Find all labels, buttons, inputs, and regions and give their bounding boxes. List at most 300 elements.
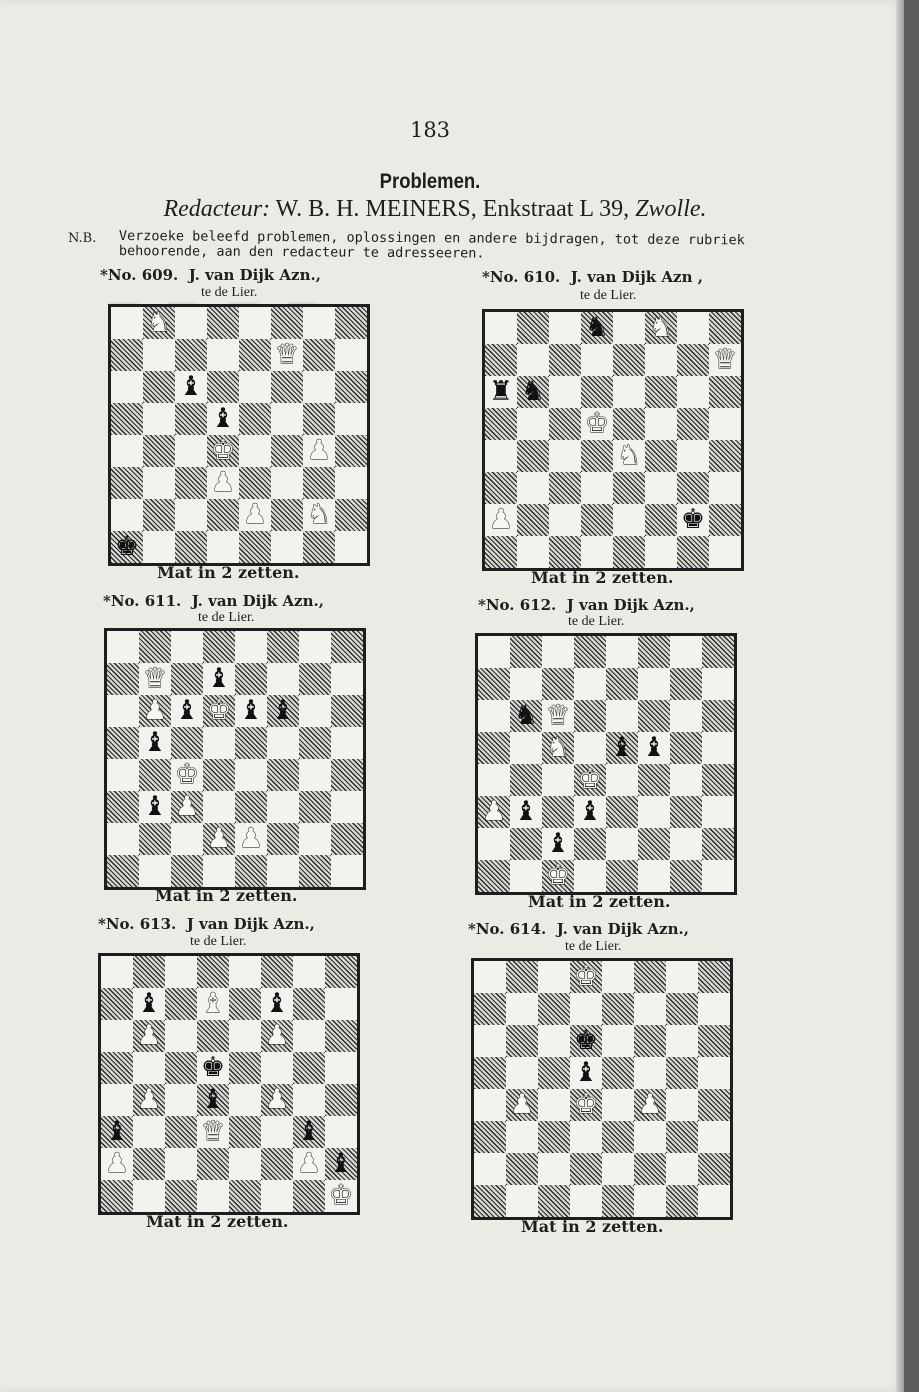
board-square-h7 — [702, 668, 734, 700]
board-square-d3 — [197, 1116, 229, 1148]
board-square-e7 — [239, 339, 271, 371]
board-square-e5 — [235, 727, 267, 759]
white-king-icon: ♚ — [573, 1089, 599, 1120]
board-square-e5 — [606, 732, 638, 764]
board-square-e4 — [239, 435, 271, 467]
board-square-d5 — [574, 732, 606, 764]
board-square-h6 — [698, 1025, 730, 1057]
board-square-f4 — [645, 440, 677, 472]
white-pawn-icon: ♟ — [296, 1148, 322, 1179]
board-square-e3 — [229, 1116, 261, 1148]
board-square-e3 — [613, 472, 645, 504]
chess-diagram-609 — [108, 304, 370, 566]
white-knight-icon: ♞ — [616, 440, 642, 471]
white-knight-icon: ♞ — [545, 732, 571, 763]
board-square-a2 — [111, 499, 143, 531]
problem-609-number — [100, 266, 321, 284]
page-edge — [896, 0, 904, 1392]
white-pawn-icon: ♟ — [142, 695, 168, 726]
board-square-f5 — [645, 408, 677, 440]
board-square-g7 — [666, 993, 698, 1025]
board-square-f4 — [261, 1084, 293, 1116]
board-square-c7 — [538, 993, 570, 1025]
board-square-c1 — [538, 1185, 570, 1217]
board-square-c4 — [549, 440, 581, 472]
board-square-c2 — [549, 504, 581, 536]
board-square-b2 — [133, 1148, 165, 1180]
board-square-e5 — [613, 408, 645, 440]
board-square-e4 — [613, 440, 645, 472]
board-square-d5 — [570, 1057, 602, 1089]
board-square-f3 — [261, 1116, 293, 1148]
board-square-h8 — [335, 307, 367, 339]
board-square-g8 — [666, 961, 698, 993]
board-square-e2 — [235, 823, 267, 855]
board-square-f4 — [638, 764, 670, 796]
board-square-b8 — [517, 312, 549, 344]
board-square-g5 — [670, 732, 702, 764]
board-square-d4 — [581, 440, 613, 472]
black-bishop-icon: ♝ — [264, 988, 290, 1019]
problem-609-location: te de Lier. — [201, 285, 258, 300]
black-bishop-icon: ♝ — [206, 663, 232, 694]
board-square-f3 — [271, 467, 303, 499]
board-square-g1 — [666, 1185, 698, 1217]
board-square-a3 — [111, 467, 143, 499]
board-square-d7 — [207, 339, 239, 371]
black-rook-icon: ♜ — [488, 376, 514, 407]
white-knight-icon: ♞ — [146, 307, 172, 338]
board-square-a7 — [474, 993, 506, 1025]
board-square-a6 — [474, 1025, 506, 1057]
board-square-c3 — [542, 796, 574, 828]
board-square-h6 — [335, 371, 367, 403]
board-square-e7 — [229, 988, 261, 1020]
board-square-d3 — [570, 1121, 602, 1153]
board-square-c5 — [175, 403, 207, 435]
board-square-d7 — [203, 663, 235, 695]
board-square-f6 — [638, 700, 670, 732]
board-square-h5 — [325, 1052, 357, 1084]
black-bishop-icon: ♝ — [609, 732, 635, 763]
board-square-d1 — [570, 1185, 602, 1217]
board-square-f8 — [267, 631, 299, 663]
board-square-b3 — [139, 791, 171, 823]
black-bishop-icon: ♝ — [513, 796, 539, 827]
board-square-h8 — [702, 636, 734, 668]
board-square-e7 — [235, 663, 267, 695]
board-square-c2 — [542, 828, 574, 860]
black-bishop-icon: ♝ — [270, 695, 296, 726]
black-king-icon: ♚ — [573, 1025, 599, 1056]
board-square-b8 — [139, 631, 171, 663]
board-square-g8 — [293, 956, 325, 988]
board-square-g6 — [666, 1025, 698, 1057]
nb-line-2: behoorende, aan den redacteur te adresseeren. — [118, 242, 485, 262]
board-square-c7 — [549, 344, 581, 376]
black-knight-icon: ♞ — [584, 312, 610, 343]
board-square-f6 — [271, 371, 303, 403]
board-square-a8 — [478, 636, 510, 668]
board-square-b2 — [510, 828, 542, 860]
board-square-e6 — [229, 1020, 261, 1052]
board-square-f4 — [267, 759, 299, 791]
board-square-d8 — [570, 961, 602, 993]
board-square-b3 — [517, 472, 549, 504]
board-square-f2 — [638, 828, 670, 860]
board-square-c5 — [538, 1057, 570, 1089]
white-queen-icon: ♛ — [200, 1116, 226, 1147]
board-square-e6 — [239, 371, 271, 403]
board-square-b4 — [133, 1084, 165, 1116]
board-square-c6 — [538, 1025, 570, 1057]
white-pawn-icon: ♟ — [136, 1084, 162, 1115]
board-square-b1 — [510, 860, 542, 892]
black-knight-icon: ♞ — [520, 376, 546, 407]
board-square-b4 — [506, 1089, 538, 1121]
board-square-f2 — [267, 823, 299, 855]
board-square-e2 — [602, 1153, 634, 1185]
board-square-d1 — [581, 536, 613, 568]
board-square-e5 — [602, 1057, 634, 1089]
board-square-f8 — [638, 636, 670, 668]
board-square-g1 — [670, 860, 702, 892]
board-square-f3 — [267, 791, 299, 823]
board-square-d1 — [574, 860, 606, 892]
board-square-d1 — [207, 531, 239, 563]
black-bishop-icon: ♝ — [174, 695, 200, 726]
board-square-a6 — [478, 700, 510, 732]
board-square-h6 — [709, 376, 741, 408]
board-square-c1 — [165, 1180, 197, 1212]
board-square-c5 — [542, 732, 574, 764]
board-square-a8 — [485, 312, 517, 344]
board-square-c4 — [542, 764, 574, 796]
white-king-icon: ♚ — [210, 435, 236, 466]
board-square-d4 — [203, 759, 235, 791]
board-square-e8 — [606, 636, 638, 668]
board-square-a3 — [107, 791, 139, 823]
board-square-g2 — [677, 504, 709, 536]
board-square-e6 — [235, 695, 267, 727]
board-square-g2 — [299, 823, 331, 855]
board-square-h3 — [325, 1116, 357, 1148]
nb-line-1: Verzoeke beleefd problemen, oplossingen en andere bijdragen, tot deze rubriek — [118, 228, 745, 249]
board-square-c2 — [165, 1148, 197, 1180]
board-square-d2 — [574, 828, 606, 860]
board-square-h6 — [325, 1020, 357, 1052]
board-square-h4 — [325, 1084, 357, 1116]
board-square-e7 — [606, 668, 638, 700]
board-square-h2 — [709, 504, 741, 536]
board-square-a2 — [474, 1153, 506, 1185]
board-square-c3 — [171, 791, 203, 823]
board-square-g6 — [299, 695, 331, 727]
board-square-g7 — [677, 344, 709, 376]
board-square-d7 — [570, 993, 602, 1025]
board-square-f7 — [634, 993, 666, 1025]
white-queen-icon: ♛ — [545, 700, 571, 731]
white-king-icon: ♚ — [577, 764, 603, 795]
board-square-b6 — [506, 1025, 538, 1057]
editor-city: Zwolle. — [635, 196, 707, 222]
board-square-b6 — [510, 700, 542, 732]
problem-614-caption: Mat in 2 zetten. — [521, 1217, 664, 1236]
white-pawn-icon: ♟ — [136, 1020, 162, 1051]
board-square-d3 — [581, 472, 613, 504]
problem-610-number — [482, 268, 703, 286]
board-square-d8 — [197, 956, 229, 988]
board-square-a5 — [474, 1057, 506, 1089]
board-square-g2 — [666, 1153, 698, 1185]
black-bishop-icon: ♝ — [641, 732, 667, 763]
board-square-b8 — [133, 956, 165, 988]
board-square-b2 — [143, 499, 175, 531]
board-square-a7 — [107, 663, 139, 695]
board-square-c5 — [549, 408, 581, 440]
black-king-icon: ♚ — [680, 504, 706, 535]
problem-author: J. van Dijk Azn , — [570, 268, 703, 286]
board-square-c4 — [538, 1089, 570, 1121]
black-bishop-icon: ♝ — [210, 403, 236, 434]
white-knight-icon: ♞ — [306, 499, 332, 530]
chess-diagram-610 — [482, 309, 744, 571]
board-square-g8 — [677, 312, 709, 344]
board-square-g5 — [677, 408, 709, 440]
white-pawn-icon: ♟ — [174, 791, 200, 822]
board-square-f6 — [634, 1025, 666, 1057]
board-square-d8 — [581, 312, 613, 344]
board-square-a3 — [101, 1116, 133, 1148]
board-square-h5 — [702, 732, 734, 764]
problem-author: J. van Dijk Azn., — [191, 592, 324, 610]
board-square-g4 — [670, 764, 702, 796]
board-square-c2 — [171, 823, 203, 855]
problem-author: J. van Dijk Azn., — [556, 920, 689, 938]
board-square-g8 — [303, 307, 335, 339]
board-square-b2 — [139, 823, 171, 855]
problem-611-caption: Mat in 2 zetten. — [155, 886, 298, 905]
board-square-a7 — [101, 988, 133, 1020]
board-square-h1 — [709, 536, 741, 568]
board-square-c1 — [171, 855, 203, 887]
white-king-icon: ♚ — [573, 961, 599, 992]
board-square-b3 — [143, 467, 175, 499]
problem-author: J van Dijk Azn., — [186, 915, 315, 933]
board-square-a1 — [107, 855, 139, 887]
board-square-d6 — [207, 371, 239, 403]
board-square-h6 — [702, 700, 734, 732]
board-square-b5 — [517, 408, 549, 440]
white-pawn-icon: ♟ — [104, 1148, 130, 1179]
board-square-a8 — [111, 307, 143, 339]
black-bishop-icon: ♝ — [142, 727, 168, 758]
board-square-d3 — [207, 467, 239, 499]
board-square-c3 — [549, 472, 581, 504]
board-square-e8 — [239, 307, 271, 339]
board-square-e6 — [602, 1025, 634, 1057]
black-bishop-icon: ♝ — [545, 828, 571, 859]
chess-diagram-614 — [471, 958, 733, 1220]
board-square-e3 — [239, 467, 271, 499]
board-square-a1 — [111, 531, 143, 563]
board-square-h1 — [335, 531, 367, 563]
board-square-a4 — [478, 764, 510, 796]
board-square-d6 — [570, 1025, 602, 1057]
board-square-b1 — [133, 1180, 165, 1212]
board-square-a4 — [474, 1089, 506, 1121]
board-square-a5 — [485, 408, 517, 440]
board-square-f2 — [645, 504, 677, 536]
board-square-b5 — [143, 403, 175, 435]
board-square-d6 — [203, 695, 235, 727]
board-square-a8 — [101, 956, 133, 988]
board-square-b3 — [510, 796, 542, 828]
board-square-h4 — [698, 1089, 730, 1121]
board-square-f4 — [634, 1089, 666, 1121]
board-square-e8 — [613, 312, 645, 344]
problem-611-location: te de Lier. — [198, 610, 255, 625]
board-square-c1 — [175, 531, 207, 563]
board-square-f8 — [645, 312, 677, 344]
board-square-d3 — [203, 791, 235, 823]
board-square-e2 — [239, 499, 271, 531]
board-square-b5 — [510, 732, 542, 764]
board-square-c7 — [542, 668, 574, 700]
black-bishop-icon: ♝ — [238, 695, 264, 726]
board-square-a7 — [485, 344, 517, 376]
board-square-g3 — [293, 1116, 325, 1148]
board-square-h8 — [698, 961, 730, 993]
board-square-e3 — [606, 796, 638, 828]
board-square-g3 — [666, 1121, 698, 1153]
board-square-f5 — [271, 403, 303, 435]
board-square-a2 — [101, 1148, 133, 1180]
board-square-c5 — [165, 1052, 197, 1084]
board-square-g7 — [299, 663, 331, 695]
board-square-h1 — [702, 860, 734, 892]
board-square-h7 — [325, 988, 357, 1020]
board-square-c8 — [549, 312, 581, 344]
board-square-c8 — [175, 307, 207, 339]
board-square-c3 — [538, 1121, 570, 1153]
board-square-f7 — [645, 344, 677, 376]
board-square-f2 — [271, 499, 303, 531]
board-square-g7 — [293, 988, 325, 1020]
board-square-a4 — [101, 1084, 133, 1116]
board-square-h7 — [331, 663, 363, 695]
board-square-e5 — [229, 1052, 261, 1084]
board-square-b4 — [510, 764, 542, 796]
white-king-icon: ♚ — [584, 408, 610, 439]
board-square-e5 — [239, 403, 271, 435]
board-square-h3 — [702, 796, 734, 828]
white-pawn-icon: ♟ — [264, 1020, 290, 1051]
board-square-a6 — [485, 376, 517, 408]
board-square-d1 — [197, 1180, 229, 1212]
board-square-h2 — [702, 828, 734, 860]
board-square-g5 — [299, 727, 331, 759]
board-square-e8 — [235, 631, 267, 663]
board-square-a7 — [111, 339, 143, 371]
white-pawn-icon: ♟ — [238, 823, 264, 854]
board-square-c2 — [175, 499, 207, 531]
board-square-h8 — [325, 956, 357, 988]
board-square-h8 — [709, 312, 741, 344]
problem-number: *No. 611. — [103, 592, 182, 610]
editor-prefix: Redacteur: — [163, 196, 271, 222]
board-square-g3 — [670, 796, 702, 828]
board-square-f8 — [634, 961, 666, 993]
board-square-b4 — [139, 759, 171, 791]
board-square-d7 — [197, 988, 229, 1020]
board-square-g5 — [293, 1052, 325, 1084]
white-king-icon: ♚ — [545, 860, 571, 891]
board-square-f8 — [261, 956, 293, 988]
board-square-b7 — [510, 668, 542, 700]
board-square-d7 — [581, 344, 613, 376]
board-square-g2 — [670, 828, 702, 860]
board-square-e1 — [235, 855, 267, 887]
board-square-b1 — [517, 536, 549, 568]
board-square-h5 — [331, 727, 363, 759]
board-square-a1 — [485, 536, 517, 568]
board-square-g1 — [299, 855, 331, 887]
board-square-c8 — [171, 631, 203, 663]
problem-612-caption: Mat in 2 zetten. — [528, 892, 671, 911]
board-square-e4 — [602, 1089, 634, 1121]
board-square-c8 — [165, 956, 197, 988]
problem-author: J. van Dijk Azn., — [188, 266, 321, 284]
board-square-f5 — [267, 727, 299, 759]
board-square-a2 — [107, 823, 139, 855]
board-square-f2 — [634, 1153, 666, 1185]
board-square-c7 — [171, 663, 203, 695]
board-square-g2 — [303, 499, 335, 531]
board-square-h6 — [331, 695, 363, 727]
board-square-h5 — [698, 1057, 730, 1089]
white-pawn-icon: ♟ — [488, 504, 514, 535]
white-pawn-icon: ♟ — [206, 823, 232, 854]
board-square-h4 — [335, 435, 367, 467]
board-square-d5 — [207, 403, 239, 435]
board-square-h3 — [335, 467, 367, 499]
board-square-d6 — [574, 700, 606, 732]
board-square-g5 — [666, 1057, 698, 1089]
board-square-b5 — [506, 1057, 538, 1089]
board-square-a2 — [478, 828, 510, 860]
board-square-f2 — [261, 1148, 293, 1180]
board-square-b4 — [517, 440, 549, 472]
board-square-d8 — [574, 636, 606, 668]
board-square-d1 — [203, 855, 235, 887]
board-square-c3 — [165, 1116, 197, 1148]
board-square-f1 — [645, 536, 677, 568]
board-square-g1 — [293, 1180, 325, 1212]
board-square-e2 — [606, 828, 638, 860]
board-square-h7 — [709, 344, 741, 376]
board-square-b7 — [143, 339, 175, 371]
white-queen-icon: ♛ — [274, 339, 300, 370]
white-king-icon: ♚ — [206, 695, 232, 726]
chess-diagram-611 — [104, 628, 366, 890]
board-square-g5 — [303, 403, 335, 435]
board-square-g3 — [299, 791, 331, 823]
board-square-e1 — [613, 536, 645, 568]
board-square-f5 — [261, 1052, 293, 1084]
board-square-g4 — [293, 1084, 325, 1116]
section-heading: Problemen. — [379, 170, 481, 193]
